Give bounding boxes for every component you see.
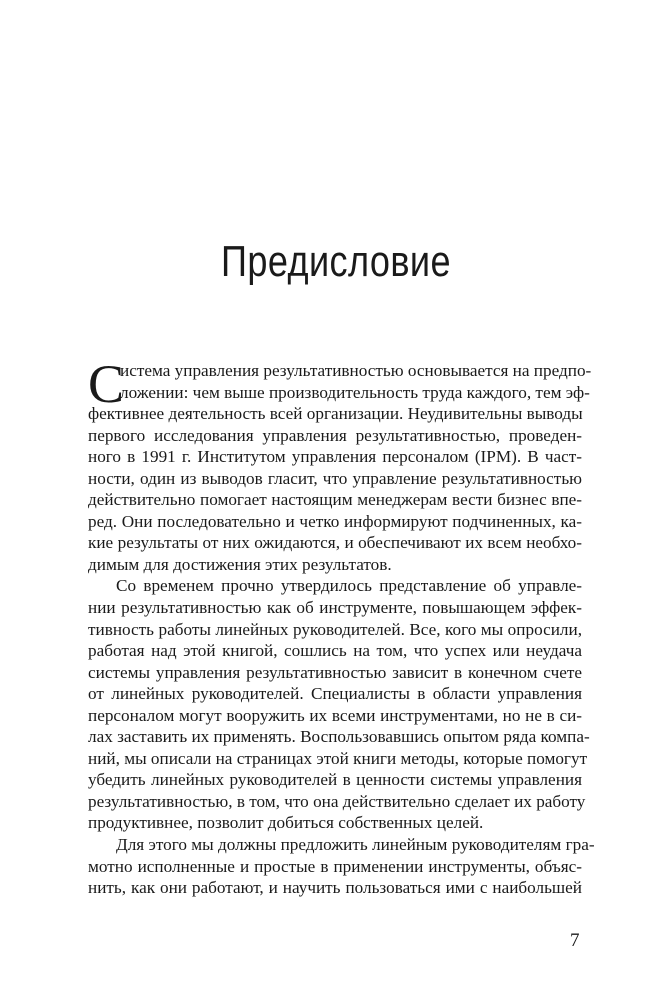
text-line: мотно исполненные и простые в применении инструменты, объяс- (88, 856, 582, 876)
text-line: от линейных руководителей. Специалисты в области управления (88, 684, 582, 704)
text-line: Для этого мы должны предложить линейным руководителям гра- (116, 835, 595, 855)
body-text (88, 354, 595, 899)
text-line: ний, мы описали на страницах этой книги методы, которые помогут (88, 748, 588, 768)
text-line: лах заставить их применять. Воспользовавшись опытом ряда компа- (88, 727, 590, 747)
drop-cap: С (88, 354, 125, 414)
text-line: нить, как они работают, и научить пользоваться ими с наибольшей (88, 878, 582, 898)
text-line: кие результаты от них ожидаются, и обеспечивают их всем необхо- (88, 533, 582, 553)
text-line: убедить линейных руководителей в ценности системы управления (88, 770, 582, 790)
text-line: истема управления результативностью основывается на предпо- (120, 361, 592, 380)
text-line: ред. Они последовательно и четко информируют подчиненных, ка- (88, 511, 582, 531)
chapter-title: Предисловие (221, 237, 451, 287)
text-line: тивность работы линейных руководителей. Все, кого мы опросили, (88, 619, 582, 639)
text-line: действительно помогает настоящим менеджерам вести бизнес впе- (88, 490, 582, 510)
text-line: работая над этой книгой, сошлись на том, что успех или неудача (88, 641, 582, 661)
text-line: димым для достижения этих результатов. (88, 554, 392, 574)
text-line: ности, один из выводов гласит, что управление результативностью (88, 468, 582, 488)
text-line: продуктивнее, позволит добиться собственных целей. (88, 813, 484, 833)
text-line: нии результативностью как об инструменте, повышающем эффек- (88, 598, 582, 618)
text-line: фективнее деятельность всей организации. Неудивительны выводы (88, 404, 583, 424)
text-line: персоналом могут вооружить их всеми инструментами, но не в си- (88, 705, 582, 725)
text-line: результативностью, в том, что она действительно сделает их работу (88, 791, 586, 811)
text-line: ного в 1991 г. Институтом управления персоналом (IPM). В част- (88, 447, 582, 467)
text-line: ложении: чем выше производительность труда каждого, тем эф- (120, 382, 590, 402)
text-line: Со временем прочно утвердилось представление об управле- (116, 576, 582, 596)
text-line: системы управления результативностью зависит в конечном счете (88, 662, 582, 682)
page-number: 7 (570, 930, 580, 951)
text-line: первого исследования управления результативностью, проведен- (88, 425, 582, 445)
